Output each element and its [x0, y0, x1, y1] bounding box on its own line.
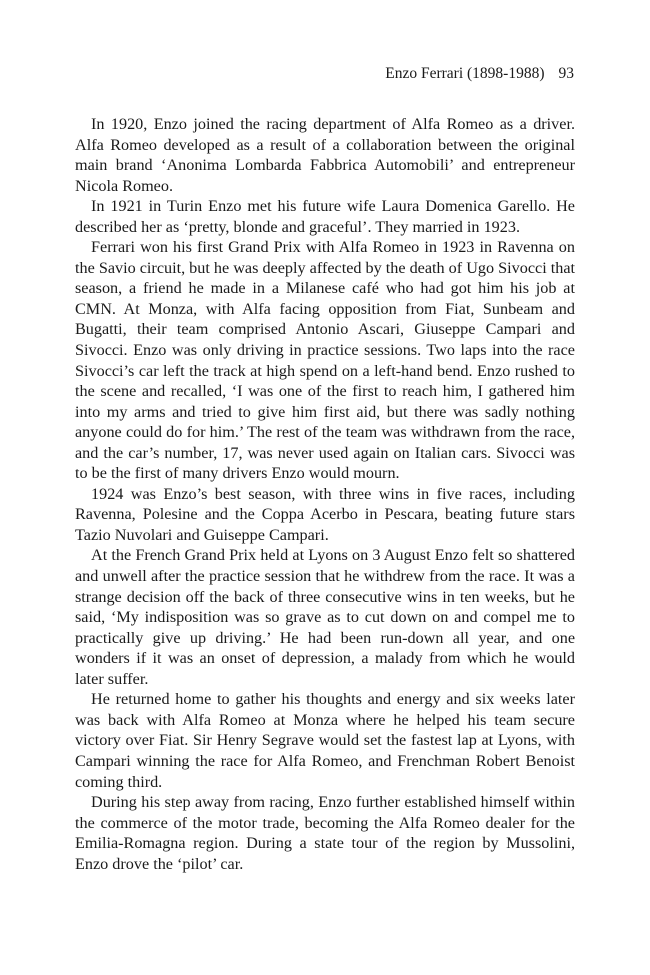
paragraph: 1924 was Enzo’s best season, with three wins in five races, including Ravenna, Polesine and the Coppa Acerbo in Pescara, beating future stars Tazio Nuvolari and Guiseppe Campari.	[75, 484, 575, 544]
paragraph: He returned home to gather his thoughts and energy and six weeks later was back with Alfa Romeo at Monza where he helped his team secure victory over Fiat. Sir Henry Segrave would set the fastest lap at Lyons, with Campari winning the race for Alfa Romeo, and Frenchman Robert Benoist coming third.	[75, 690, 575, 791]
paragraph: At the French Grand Prix held at Lyons on 3 August Enzo felt so shattered and unwell after the practice session that he withdrew from the race. It was a strange decision off the back of three consecutive wins in ten weeks, but he said, ‘My indisposition was so grave as to cut down on and compel me to practically give up driving.’ He had been run-down all year, and one wonders if it was an onset of depression, a malady from which he would later suffer.	[75, 546, 575, 688]
body-text	[75, 114, 575, 874]
page-number: 93	[558, 65, 574, 82]
paragraph: In 1921 in Turin Enzo met his future wife Laura Domenica Garello. He described her as ‘pretty, blonde and graceful’. They married in 1923.	[75, 197, 575, 236]
running-header	[385, 64, 574, 84]
paragraph: During his step away from racing, Enzo further established himself within the commerce of the motor trade, becoming the Alfa Romeo dealer for the Emilia-Romagna region. During a state tour of the region by Mussolini, Enzo drove the ‘pilot’ car.	[75, 793, 575, 873]
paragraph: Ferrari won his first Grand Prix with Alfa Romeo in 1923 in Ravenna on the Savio circuit, but he was deeply affected by the death of Ugo Sivocci that season, a friend he made in a Milanese café who had got him his job at CMN. At Monza, with Alfa facing opposition from Fiat, Sunbeam and Bugatti, their team comprised Antonio Ascari, Giuseppe Campari and Sivocci. Enzo was only driving in practice sessions. Two laps into the race Sivocci’s car left the track at high spend on a left-hand bend. Enzo rushed to the scene and recalled, ‘I was one of the first to reach him, I gathered him into my arms and tried to give him first aid, but there was sadly nothing anyone could do for him.’ The rest of the team was withdrawn from the race, and the car’s number, 17, was never used again on Italian cars. Sivocci was to be the first of many drivers Enzo would mourn.	[75, 238, 576, 483]
running-title: Enzo Ferrari (1898-1988)	[385, 65, 545, 82]
paragraph: In 1920, Enzo joined the racing department of Alfa Romeo as a driver. Alfa Romeo developed as a result of a collaboration between the original main brand ‘Anonima Lombarda Fabbrica Automobili’ and entrepreneur Nicola Romeo.	[75, 115, 575, 195]
